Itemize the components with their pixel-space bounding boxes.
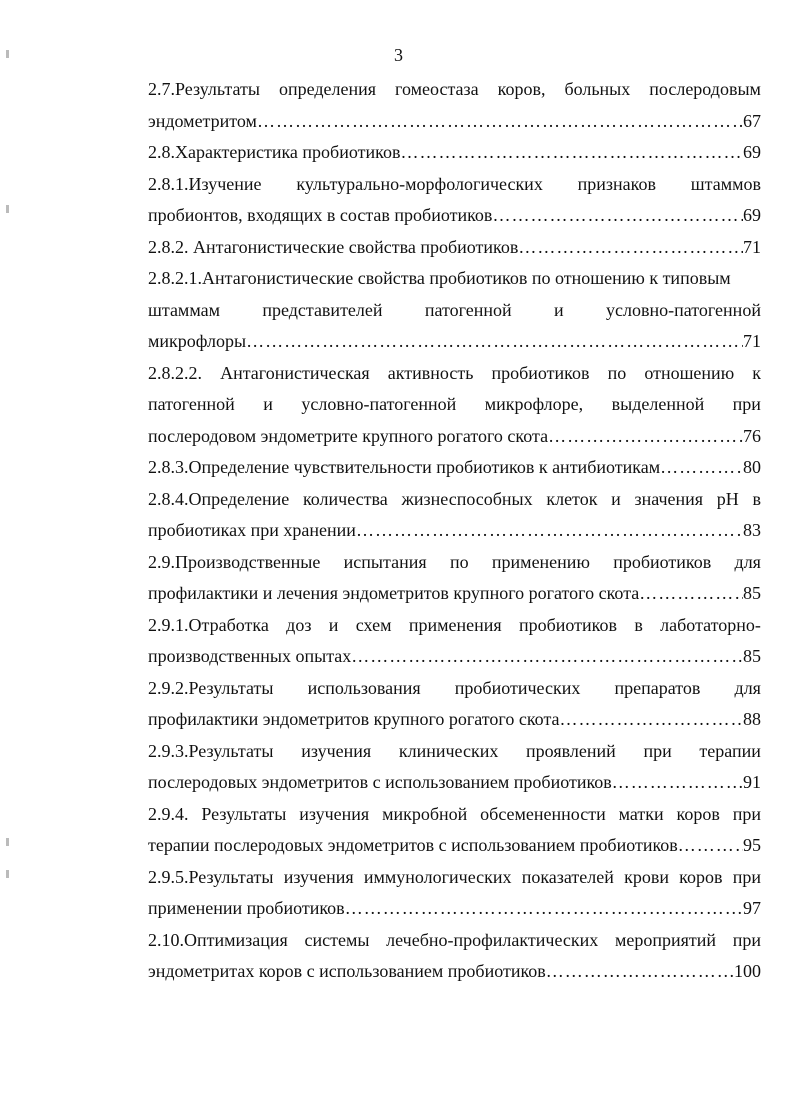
toc-line bbox=[148, 169, 761, 201]
toc-word: в bbox=[752, 488, 761, 509]
toc-word: штаммов bbox=[690, 173, 761, 194]
toc-word: активность bbox=[387, 362, 474, 383]
toc-word: количества bbox=[302, 488, 388, 509]
toc-word: матки bbox=[618, 803, 664, 824]
toc-word: больных bbox=[564, 79, 631, 99]
toc-leader-dots bbox=[400, 137, 743, 169]
toc-word: 2.9.4. bbox=[148, 803, 189, 824]
toc-word: 2.9.Производственные bbox=[148, 551, 321, 572]
toc-entry-title: пробионтов, входящих в состав пробиотиков bbox=[148, 205, 493, 225]
toc-word: системы bbox=[304, 929, 370, 950]
toc-word: при bbox=[732, 803, 761, 824]
toc-line bbox=[148, 925, 761, 957]
toc-entry-title: послеродовых эндометритов с использованием пробиотиков bbox=[148, 772, 612, 792]
toc-page-number: 88 bbox=[743, 709, 761, 729]
toc-page-number: 85 bbox=[743, 646, 761, 666]
scan-margin-mark bbox=[6, 50, 9, 58]
toc-word: микробной bbox=[382, 803, 468, 824]
toc-word: пробиотических bbox=[454, 677, 581, 698]
toc-entry bbox=[148, 641, 761, 673]
toc-entry bbox=[148, 704, 761, 736]
toc-word: патогенной bbox=[424, 299, 512, 320]
toc-entry bbox=[148, 578, 761, 610]
toc-page-number: 100 bbox=[734, 961, 761, 981]
toc-word: коров bbox=[679, 866, 723, 887]
toc-word: применения bbox=[408, 614, 502, 635]
toc-word: клинических bbox=[398, 740, 499, 761]
toc-word: штаммам bbox=[148, 299, 220, 320]
toc-entry-title: пробиотиках при хранении bbox=[148, 520, 356, 540]
toc-word: при bbox=[732, 929, 761, 950]
toc-page-number: 95 bbox=[743, 835, 761, 855]
toc-word: в bbox=[634, 614, 643, 635]
toc-word: определения bbox=[278, 79, 377, 99]
toc-word: показателей bbox=[521, 866, 614, 887]
toc-word: 2.8.1.Изучение bbox=[148, 173, 262, 194]
toc-entry-title: микрофлоры bbox=[148, 331, 247, 351]
toc-word: крови bbox=[624, 866, 669, 887]
toc-word: пробиотиков bbox=[613, 551, 712, 572]
toc-entry bbox=[148, 200, 761, 232]
toc-leader-dots bbox=[639, 578, 743, 610]
toc-word: и bbox=[263, 394, 273, 414]
toc-page-number: 76 bbox=[743, 425, 761, 446]
toc-page-number: 71 bbox=[743, 236, 761, 257]
toc-word: применению bbox=[491, 551, 590, 572]
toc-entry bbox=[148, 137, 761, 169]
toc-word: культурально-морфологических bbox=[296, 173, 543, 194]
toc-word: изучения bbox=[299, 803, 370, 824]
toc-word: выделенной bbox=[611, 394, 705, 414]
toc-line bbox=[148, 295, 761, 327]
toc-word: pH bbox=[716, 488, 739, 509]
toc-page-number: 85 bbox=[743, 583, 761, 603]
toc-entry bbox=[148, 767, 761, 799]
toc-leader-dots bbox=[560, 704, 743, 736]
toc-entry bbox=[148, 893, 761, 925]
toc-entry-title: послеродовом эндометрите крупного рогатого скота bbox=[148, 425, 549, 446]
toc-word: патогенной bbox=[148, 394, 235, 414]
toc-word: 2.9.2.Результаты bbox=[148, 677, 274, 698]
toc-entry-title: профилактики эндометритов крупного рогатого скота bbox=[148, 709, 560, 729]
toc-entry bbox=[148, 956, 761, 988]
toc-word: жизнеспособных bbox=[401, 488, 533, 509]
toc-word: при bbox=[643, 740, 672, 761]
toc-page-number: 97 bbox=[743, 898, 761, 918]
toc-word: условно-патогенной bbox=[301, 394, 457, 414]
toc-line bbox=[148, 673, 761, 705]
toc-word: значения bbox=[634, 488, 704, 509]
toc-word: пробиотиков bbox=[491, 362, 590, 383]
toc-word: проявлений bbox=[526, 740, 616, 761]
toc-entry bbox=[148, 326, 761, 358]
toc-word: условно-патогенной bbox=[606, 299, 761, 320]
toc-page-number: 80 bbox=[743, 457, 761, 477]
toc-entry-title: производственных опытах bbox=[148, 646, 352, 666]
toc-word: Результаты bbox=[201, 803, 287, 824]
toc-entry bbox=[148, 830, 761, 862]
toc-word: при bbox=[732, 866, 761, 887]
toc-word: для bbox=[734, 551, 761, 572]
toc-word: к bbox=[752, 362, 761, 383]
toc-entry bbox=[148, 515, 761, 547]
toc-word: по bbox=[607, 362, 627, 383]
toc-line bbox=[148, 484, 761, 516]
toc-word: препаратов bbox=[614, 677, 701, 698]
toc-entry bbox=[148, 106, 761, 138]
toc-leader-dots bbox=[257, 106, 743, 138]
scan-margin-mark bbox=[6, 205, 9, 213]
toc-leader-dots bbox=[356, 515, 743, 547]
toc-word: для bbox=[734, 677, 761, 698]
toc-word: терапии bbox=[699, 740, 761, 761]
toc-word: Антагонистическая bbox=[220, 362, 370, 383]
toc-word: изучения bbox=[283, 866, 354, 887]
toc-word: 2.9.1.Отработка bbox=[148, 614, 269, 635]
toc-word: по bbox=[449, 551, 469, 572]
toc-leader-dots bbox=[612, 767, 743, 799]
toc-line bbox=[148, 799, 761, 831]
toc-leader-dots bbox=[246, 326, 743, 358]
toc-page-number: 83 bbox=[743, 520, 761, 540]
toc-word: схем bbox=[355, 614, 392, 635]
toc-page-number: 67 bbox=[743, 110, 761, 131]
toc-word: послеродовым bbox=[649, 79, 761, 99]
toc-entry-title: эндометритом bbox=[148, 110, 257, 131]
toc-word: мероприятий bbox=[614, 929, 717, 950]
toc-line bbox=[148, 736, 761, 768]
toc-line bbox=[148, 74, 761, 106]
toc-word: лечебно-профилактических bbox=[386, 929, 599, 950]
toc-word: использования bbox=[307, 677, 421, 698]
toc-entry bbox=[148, 452, 761, 484]
toc-leader-dots bbox=[492, 200, 743, 232]
toc-word: отношению bbox=[644, 362, 735, 383]
toc-leader-dots bbox=[548, 421, 743, 453]
toc-leader-dots bbox=[678, 830, 743, 862]
toc-leader-dots bbox=[345, 893, 743, 925]
toc-line bbox=[148, 547, 761, 579]
toc-page-number: 71 bbox=[743, 331, 761, 351]
toc-entry bbox=[148, 421, 761, 453]
toc-word: 2.8.4.Определение bbox=[148, 488, 290, 509]
toc-word: пробиотиков bbox=[518, 614, 617, 635]
toc-line bbox=[148, 862, 761, 894]
toc-entry-title: 2.8.Характеристика пробиотиков bbox=[148, 142, 401, 162]
toc-word: изучения bbox=[301, 740, 372, 761]
toc-word: 2.9.5.Результаты bbox=[148, 866, 274, 887]
toc-line: 2.8.2.1.Антагонистические свойства пробиотиков по отношению к типовым bbox=[148, 268, 731, 288]
toc-word: 2.7.Результаты bbox=[148, 79, 260, 99]
toc-entry bbox=[148, 232, 761, 264]
toc-word: микрофлоре, bbox=[484, 394, 584, 414]
toc-word: доз bbox=[286, 614, 312, 635]
toc-word: 2.10.Оптимизация bbox=[148, 929, 288, 950]
table-of-contents bbox=[148, 74, 761, 988]
toc-entry-title: 2.8.2. Антагонистические свойства пробиотиков bbox=[148, 236, 519, 257]
toc-word: 2.8.2.2. bbox=[148, 362, 202, 383]
toc-leader-dots bbox=[660, 452, 743, 484]
toc-word: испытания bbox=[343, 551, 427, 572]
toc-word: признаков bbox=[577, 173, 656, 194]
toc-entry-title: 2.8.3.Определение чувствительности пробиотиков к антибиотикам bbox=[148, 457, 661, 477]
toc-page-number: 69 bbox=[743, 205, 761, 225]
toc-entry-title: эндометритах коров с использованием пробиотиков bbox=[148, 961, 546, 981]
toc-word: коров bbox=[676, 803, 720, 824]
toc-word: 2.9.3.Результаты bbox=[148, 740, 274, 761]
toc-leader-dots bbox=[518, 232, 743, 264]
toc-entry-title: применении пробиотиков bbox=[148, 898, 345, 918]
toc-word: клеток bbox=[546, 488, 598, 509]
toc-line bbox=[148, 610, 761, 642]
toc-word: коров, bbox=[497, 79, 546, 99]
toc-entry-title: профилактики и лечения эндометритов крупного рогатого скота bbox=[148, 583, 640, 603]
toc-line bbox=[148, 389, 761, 421]
toc-word: лаботаторно- bbox=[660, 614, 761, 635]
toc-word: представителей bbox=[262, 299, 383, 320]
toc-leader-dots bbox=[351, 641, 743, 673]
toc-page-number: 91 bbox=[743, 772, 761, 792]
toc-word: при bbox=[732, 394, 761, 414]
toc-word: гомеостаза bbox=[395, 79, 479, 99]
page-number: 3 bbox=[394, 45, 403, 65]
toc-word: и bbox=[554, 299, 564, 320]
toc-entry-title: терапии послеродовых эндометритов с использованием пробиотиков bbox=[148, 835, 678, 855]
toc-leader-dots bbox=[546, 956, 734, 988]
toc-word: и bbox=[328, 614, 339, 635]
scan-margin-mark bbox=[6, 838, 9, 846]
toc-word: иммунологических bbox=[363, 866, 512, 887]
scan-margin-mark bbox=[6, 870, 9, 878]
toc-line bbox=[148, 358, 761, 390]
toc-word: обсемененности bbox=[480, 803, 606, 824]
toc-page-number: 69 bbox=[743, 142, 761, 162]
toc-word: и bbox=[611, 488, 621, 509]
